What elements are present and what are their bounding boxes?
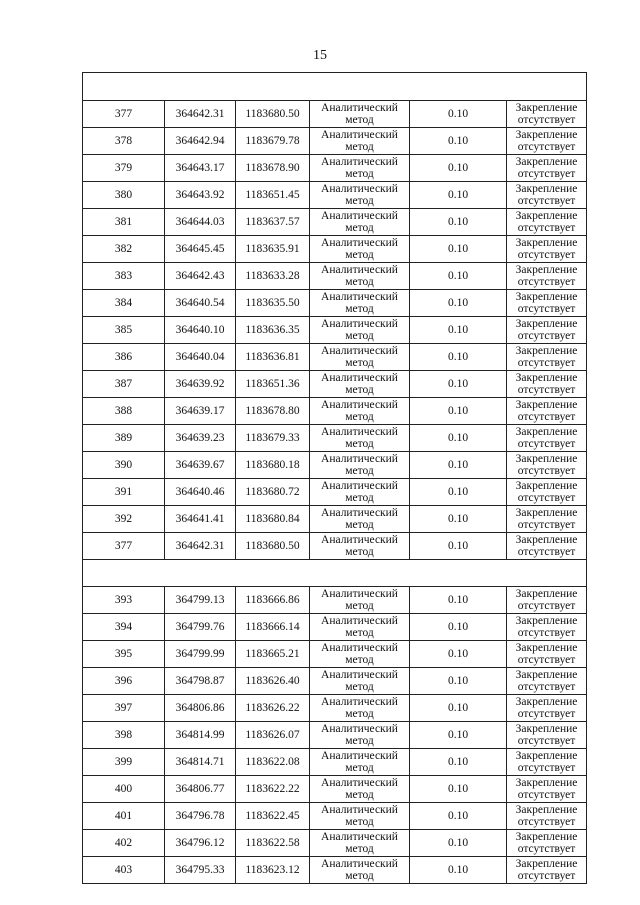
method-cell: Аналитический метод [310,533,410,560]
method-cell: Аналитический метод [310,263,410,290]
point-number-cell: 394 [83,614,165,641]
point-number-cell: 396 [83,668,165,695]
method-cell: Аналитический метод [310,101,410,128]
fixation-cell: Закрепление отсутствует [507,155,587,182]
y-coordinate-cell: 1183623.12 [236,857,310,884]
precision-cell: 0.10 [410,452,507,479]
table-row [83,614,587,641]
x-coordinate-cell: 364640.04 [165,344,236,371]
method-cell: Аналитический метод [310,155,410,182]
point-number-cell: 402 [83,830,165,857]
precision-cell: 0.10 [410,776,507,803]
point-number-cell: 392 [83,506,165,533]
method-cell: Аналитический метод [310,722,410,749]
precision-cell: 0.10 [410,317,507,344]
method-cell: Аналитический метод [310,776,410,803]
precision-cell: 0.10 [410,587,507,614]
table-row [83,182,587,209]
x-coordinate-cell: 364641.41 [165,506,236,533]
point-number-cell: 399 [83,749,165,776]
method-cell: Аналитический метод [310,128,410,155]
table-row [83,371,587,398]
y-coordinate-cell: 1183680.18 [236,452,310,479]
y-coordinate-cell: 1183680.84 [236,506,310,533]
table-row [83,128,587,155]
fixation-cell: Закрепление отсутствует [507,749,587,776]
precision-cell: 0.10 [410,614,507,641]
point-number-cell: 385 [83,317,165,344]
fixation-cell: Закрепление отсутствует [507,587,587,614]
fixation-cell: Закрепление отсутствует [507,290,587,317]
precision-cell: 0.10 [410,236,507,263]
point-number-cell: 388 [83,398,165,425]
section-separator-cell [83,560,587,587]
precision-cell: 0.10 [410,533,507,560]
y-coordinate-cell: 1183679.33 [236,425,310,452]
point-number-cell: 377 [83,533,165,560]
fixation-cell: Закрепление отсутствует [507,209,587,236]
y-coordinate-cell: 1183637.57 [236,209,310,236]
fixation-cell: Закрепление отсутствует [507,182,587,209]
fixation-cell: Закрепление отсутствует [507,236,587,263]
x-coordinate-cell: 364799.13 [165,587,236,614]
precision-cell: 0.10 [410,857,507,884]
table-row [83,641,587,668]
x-coordinate-cell: 364795.33 [165,857,236,884]
precision-cell: 0.10 [410,398,507,425]
y-coordinate-cell: 1183635.50 [236,290,310,317]
section-separator-row [83,73,587,101]
fixation-cell: Закрепление отсутствует [507,101,587,128]
method-cell: Аналитический метод [310,425,410,452]
fixation-cell: Закрепление отсутствует [507,317,587,344]
method-cell: Аналитический метод [310,695,410,722]
point-number-cell: 403 [83,857,165,884]
coordinates-table-body [83,73,587,884]
table-row [83,425,587,452]
x-coordinate-cell: 364806.77 [165,776,236,803]
point-number-cell: 389 [83,425,165,452]
table-row [83,101,587,128]
y-coordinate-cell: 1183680.50 [236,533,310,560]
x-coordinate-cell: 364796.78 [165,803,236,830]
x-coordinate-cell: 364640.54 [165,290,236,317]
point-number-cell: 379 [83,155,165,182]
table-row [83,587,587,614]
fixation-cell: Закрепление отсутствует [507,614,587,641]
method-cell: Аналитический метод [310,317,410,344]
x-coordinate-cell: 364640.10 [165,317,236,344]
method-cell: Аналитический метод [310,479,410,506]
table-row [83,344,587,371]
fixation-cell: Закрепление отсутствует [507,479,587,506]
method-cell: Аналитический метод [310,641,410,668]
y-coordinate-cell: 1183679.78 [236,128,310,155]
table-row [83,209,587,236]
y-coordinate-cell: 1183665.21 [236,641,310,668]
y-coordinate-cell: 1183678.90 [236,155,310,182]
method-cell: Аналитический метод [310,290,410,317]
point-number-cell: 397 [83,695,165,722]
fixation-cell: Закрепление отсутствует [507,425,587,452]
section-separator-cell [83,73,587,101]
precision-cell: 0.10 [410,128,507,155]
point-number-cell: 395 [83,641,165,668]
y-coordinate-cell: 1183680.72 [236,479,310,506]
table-row [83,695,587,722]
point-number-cell: 380 [83,182,165,209]
x-coordinate-cell: 364642.43 [165,263,236,290]
x-coordinate-cell: 364639.17 [165,398,236,425]
precision-cell: 0.10 [410,101,507,128]
point-number-cell: 384 [83,290,165,317]
x-coordinate-cell: 364814.71 [165,749,236,776]
table-row [83,452,587,479]
fixation-cell: Закрепление отсутствует [507,344,587,371]
point-number-cell: 386 [83,344,165,371]
fixation-cell: Закрепление отсутствует [507,128,587,155]
table-row [83,803,587,830]
table-row [83,857,587,884]
y-coordinate-cell: 1183636.35 [236,317,310,344]
y-coordinate-cell: 1183666.14 [236,614,310,641]
y-coordinate-cell: 1183626.40 [236,668,310,695]
table-row [83,533,587,560]
fixation-cell: Закрепление отсутствует [507,398,587,425]
table-row [83,155,587,182]
point-number-cell: 391 [83,479,165,506]
precision-cell: 0.10 [410,344,507,371]
precision-cell: 0.10 [410,425,507,452]
table-row [83,722,587,749]
precision-cell: 0.10 [410,722,507,749]
precision-cell: 0.10 [410,668,507,695]
method-cell: Аналитический метод [310,209,410,236]
x-coordinate-cell: 364643.92 [165,182,236,209]
coordinates-table [82,72,587,884]
method-cell: Аналитический метод [310,803,410,830]
table-row [83,317,587,344]
fixation-cell: Закрепление отсутствует [507,857,587,884]
x-coordinate-cell: 364640.46 [165,479,236,506]
y-coordinate-cell: 1183626.07 [236,722,310,749]
point-number-cell: 382 [83,236,165,263]
x-coordinate-cell: 364642.94 [165,128,236,155]
y-coordinate-cell: 1183678.80 [236,398,310,425]
table-row [83,479,587,506]
method-cell: Аналитический метод [310,236,410,263]
method-cell: Аналитический метод [310,614,410,641]
x-coordinate-cell: 364642.31 [165,101,236,128]
page-number: 15 [313,48,327,63]
fixation-cell: Закрепление отсутствует [507,533,587,560]
fixation-cell: Закрепление отсутствует [507,803,587,830]
y-coordinate-cell: 1183651.36 [236,371,310,398]
x-coordinate-cell: 364814.99 [165,722,236,749]
method-cell: Аналитический метод [310,452,410,479]
x-coordinate-cell: 364645.45 [165,236,236,263]
y-coordinate-cell: 1183622.22 [236,776,310,803]
precision-cell: 0.10 [410,371,507,398]
precision-cell: 0.10 [410,695,507,722]
x-coordinate-cell: 364639.23 [165,425,236,452]
point-number-cell: 398 [83,722,165,749]
y-coordinate-cell: 1183680.50 [236,101,310,128]
x-coordinate-cell: 364796.12 [165,830,236,857]
fixation-cell: Закрепление отсутствует [507,506,587,533]
table-row [83,263,587,290]
point-number-cell: 400 [83,776,165,803]
method-cell: Аналитический метод [310,857,410,884]
table-row [83,236,587,263]
table-row [83,776,587,803]
fixation-cell: Закрепление отсутствует [507,722,587,749]
point-number-cell: 381 [83,209,165,236]
precision-cell: 0.10 [410,830,507,857]
x-coordinate-cell: 364644.03 [165,209,236,236]
fixation-cell: Закрепление отсутствует [507,695,587,722]
method-cell: Аналитический метод [310,668,410,695]
precision-cell: 0.10 [410,155,507,182]
x-coordinate-cell: 364643.17 [165,155,236,182]
method-cell: Аналитический метод [310,182,410,209]
precision-cell: 0.10 [410,290,507,317]
y-coordinate-cell: 1183622.08 [236,749,310,776]
table-row [83,668,587,695]
method-cell: Аналитический метод [310,749,410,776]
section-separator-row [83,560,587,587]
y-coordinate-cell: 1183635.91 [236,236,310,263]
table-row [83,506,587,533]
fixation-cell: Закрепление отсутствует [507,263,587,290]
y-coordinate-cell: 1183622.45 [236,803,310,830]
precision-cell: 0.10 [410,479,507,506]
point-number-cell: 377 [83,101,165,128]
point-number-cell: 390 [83,452,165,479]
x-coordinate-cell: 364806.86 [165,695,236,722]
y-coordinate-cell: 1183626.22 [236,695,310,722]
fixation-cell: Закрепление отсутствует [507,668,587,695]
y-coordinate-cell: 1183633.28 [236,263,310,290]
x-coordinate-cell: 364639.92 [165,371,236,398]
y-coordinate-cell: 1183622.58 [236,830,310,857]
point-number-cell: 387 [83,371,165,398]
method-cell: Аналитический метод [310,371,410,398]
x-coordinate-cell: 364798.87 [165,668,236,695]
fixation-cell: Закрепление отсутствует [507,830,587,857]
table-row [83,398,587,425]
table-row [83,290,587,317]
x-coordinate-cell: 364642.31 [165,533,236,560]
precision-cell: 0.10 [410,182,507,209]
x-coordinate-cell: 364799.99 [165,641,236,668]
method-cell: Аналитический метод [310,587,410,614]
point-number-cell: 393 [83,587,165,614]
method-cell: Аналитический метод [310,344,410,371]
method-cell: Аналитический метод [310,506,410,533]
precision-cell: 0.10 [410,641,507,668]
precision-cell: 0.10 [410,749,507,776]
y-coordinate-cell: 1183636.81 [236,344,310,371]
x-coordinate-cell: 364639.67 [165,452,236,479]
point-number-cell: 378 [83,128,165,155]
method-cell: Аналитический метод [310,398,410,425]
fixation-cell: Закрепление отсутствует [507,641,587,668]
precision-cell: 0.10 [410,506,507,533]
y-coordinate-cell: 1183651.45 [236,182,310,209]
point-number-cell: 383 [83,263,165,290]
point-number-cell: 401 [83,803,165,830]
x-coordinate-cell: 364799.76 [165,614,236,641]
precision-cell: 0.10 [410,263,507,290]
fixation-cell: Закрепление отсутствует [507,371,587,398]
fixation-cell: Закрепление отсутствует [507,776,587,803]
y-coordinate-cell: 1183666.86 [236,587,310,614]
precision-cell: 0.10 [410,803,507,830]
fixation-cell: Закрепление отсутствует [507,452,587,479]
method-cell: Аналитический метод [310,830,410,857]
table-row [83,830,587,857]
precision-cell: 0.10 [410,209,507,236]
table-row [83,749,587,776]
